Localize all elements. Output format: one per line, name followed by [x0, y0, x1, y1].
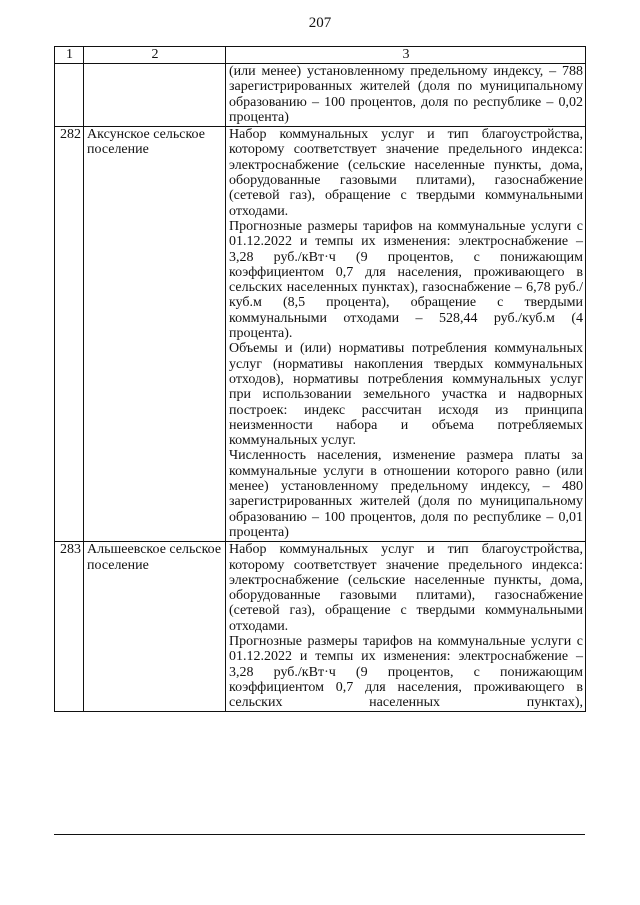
table-header-row: [55, 47, 586, 64]
table-row-283: [55, 542, 586, 712]
description-paragraph: Набор коммунальных услуг и тип благоустройства, которому соответствует значение предельного индекса: электроснабжение (сельские населенные пункты, дома, оборудованные газовыми плитами), газоснабжение (сетевой газ), обращение с твердыми коммунальными отходами.: [229, 127, 583, 219]
page-number: 207: [308, 15, 332, 31]
tariff-table: [54, 46, 586, 712]
row-description-cell: [226, 127, 586, 542]
settlement-name: Аксунское сельское поселение: [84, 127, 226, 542]
table-bottom-rule: [54, 834, 585, 835]
description-paragraph: Прогнозные размеры тарифов на коммунальные услуги с 01.12.2022 и темпы их изменения: электроснабжение – 3,28 руб./кВт·ч (9 процентов, с понижающим коэффициентом 0,7 для населения, проживающего в сельских населенных пунктах),: [229, 633, 583, 711]
row-description-cell: [226, 542, 586, 712]
row-number: 282: [55, 127, 84, 542]
row-number-cell: [55, 64, 84, 127]
description-paragraph: Прогнозные размеры тарифов на коммунальные услуги с 01.12.2022 и темпы их изменения: электроснабжение – 3,28 руб./кВт·ч (9 процентов, с понижающим коэффициентом 0,7 для населения, проживающего в сельских населенных пунктах), газоснабжение – 6,78 руб./куб.м (8,5 процента), обращение с твердыми коммунальными отходами – 528,44 руб./куб.м (4 процента).: [229, 218, 583, 342]
description-paragraph: Численность населения, изменение размера платы за коммунальные услуги в отношении которого равно (или менее) установленному предельному индексу, – 480 зарегистрированных жителей (доля по муниципальному образованию – 100 процентов, доля по республике – 0,01 процента): [229, 448, 583, 540]
table-row-continuation: [55, 64, 586, 127]
description-paragraph: Объемы и (или) нормативы потребления коммунальных услуг (нормативы накопления твердых коммунальных отходов), нормативы потребления коммунальных услуг при использовании земельного участка и надворных построек: индекс рассчитан исходя из принципа неизменности набора и объема потребляемых коммунальных услуг.: [229, 341, 583, 449]
description-paragraph: Набор коммунальных услуг и тип благоустройства, которому соответствует значение предельного индекса: электроснабжение (сельские населенные пункты, дома, оборудованные газовыми плитами), газоснабжение (сетевой газ), обращение с твердыми коммунальными отходами.: [229, 542, 583, 634]
header-col-1: 1: [55, 47, 84, 64]
row-name-cell: [84, 64, 226, 127]
description-paragraph: (или менее) установленному предельному индексу, – 788 зарегистрированных жителей (доля по муниципальному образованию – 100 процентов, доля по республике – 0,02 процента): [229, 64, 583, 125]
row-description-cell: [226, 64, 586, 127]
header-col-3: 3: [226, 47, 586, 64]
settlement-name: Альшеевское сельское поселение: [84, 542, 226, 712]
row-number: 283: [55, 542, 84, 712]
header-col-2: 2: [84, 47, 226, 64]
table-row-282: [55, 127, 586, 542]
